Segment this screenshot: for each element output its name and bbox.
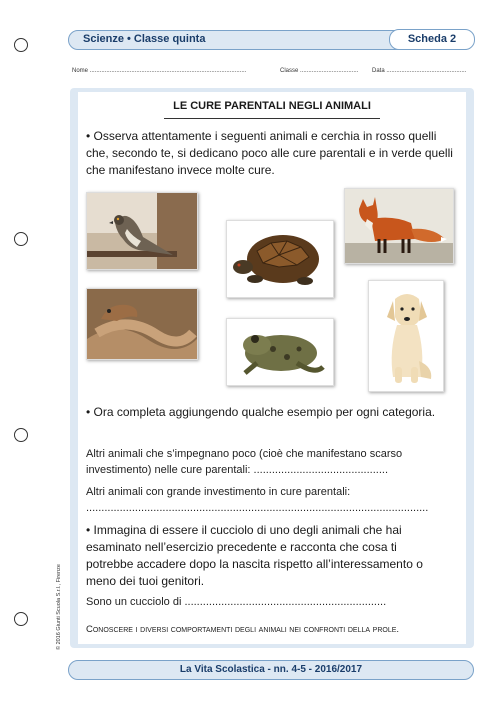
heading-text: LE CURE PARENTALI NEGLI ANIMALI <box>173 100 371 112</box>
photo-snake <box>86 288 198 360</box>
worksheet-body <box>78 92 466 644</box>
name-field: Nome .............................................................................................. <box>72 68 247 74</box>
binder-hole <box>14 232 28 246</box>
worksheet-heading <box>78 100 466 112</box>
header-title: Scienze • Classe quinta <box>83 33 206 45</box>
photo-turtle <box>226 220 334 298</box>
learning-goal: Conoscere i diversi comportamenti degli animali nei confronti della prole. <box>86 624 400 635</box>
class-field: Classe ................................... <box>280 68 359 74</box>
answer-line-low-care: Altri animali che s’impegnano poco (cioè che manifestano scarso investimento) nelle cure parentali: ............................................ <box>86 448 403 476</box>
sheet-tab: Scheda 2 <box>389 29 475 50</box>
header-bar <box>68 30 474 50</box>
binder-hole <box>14 428 28 442</box>
answer-line-high-care: Altri animali con grande investimento in cure parentali: ................................................................................................................ <box>86 486 429 514</box>
photo-frog <box>226 318 334 386</box>
date-field: Data ................................................ <box>372 68 467 74</box>
photo-hawk <box>86 192 198 270</box>
instruction-2: • Ora completa aggiungendo qualche esempio per ogni categoria. <box>86 405 436 419</box>
photo-fox <box>344 188 454 264</box>
copyright-notice: © 2016 Giunti Scuola S.r.l., Firenze <box>56 564 62 650</box>
instruction-3: • Immagina di essere il cucciolo di uno degli animali che hai esaminato nell’esercizio precedente e racconta che cosa ti potrebbe accadere dopo la nascita rispetto all’interessamento o meno dei tuoi genitori. <box>86 523 423 588</box>
instruction-1: • Osserva attentamente i seguenti animali e cerchia in rosso quelli che, secondo te, si dedicano poco alle cure parentali e in verde quelli che manifestano invece molte cure. <box>86 129 453 177</box>
footer-bar: La Vita Scolastica - nn. 4-5 - 2016/2017 <box>68 660 474 680</box>
photo-dog <box>368 280 444 392</box>
binder-hole <box>14 612 28 626</box>
answer-line-cub: Sono un cucciolo di .................................................................. <box>86 596 387 608</box>
heading-underline <box>164 118 380 119</box>
binder-hole <box>14 38 28 52</box>
